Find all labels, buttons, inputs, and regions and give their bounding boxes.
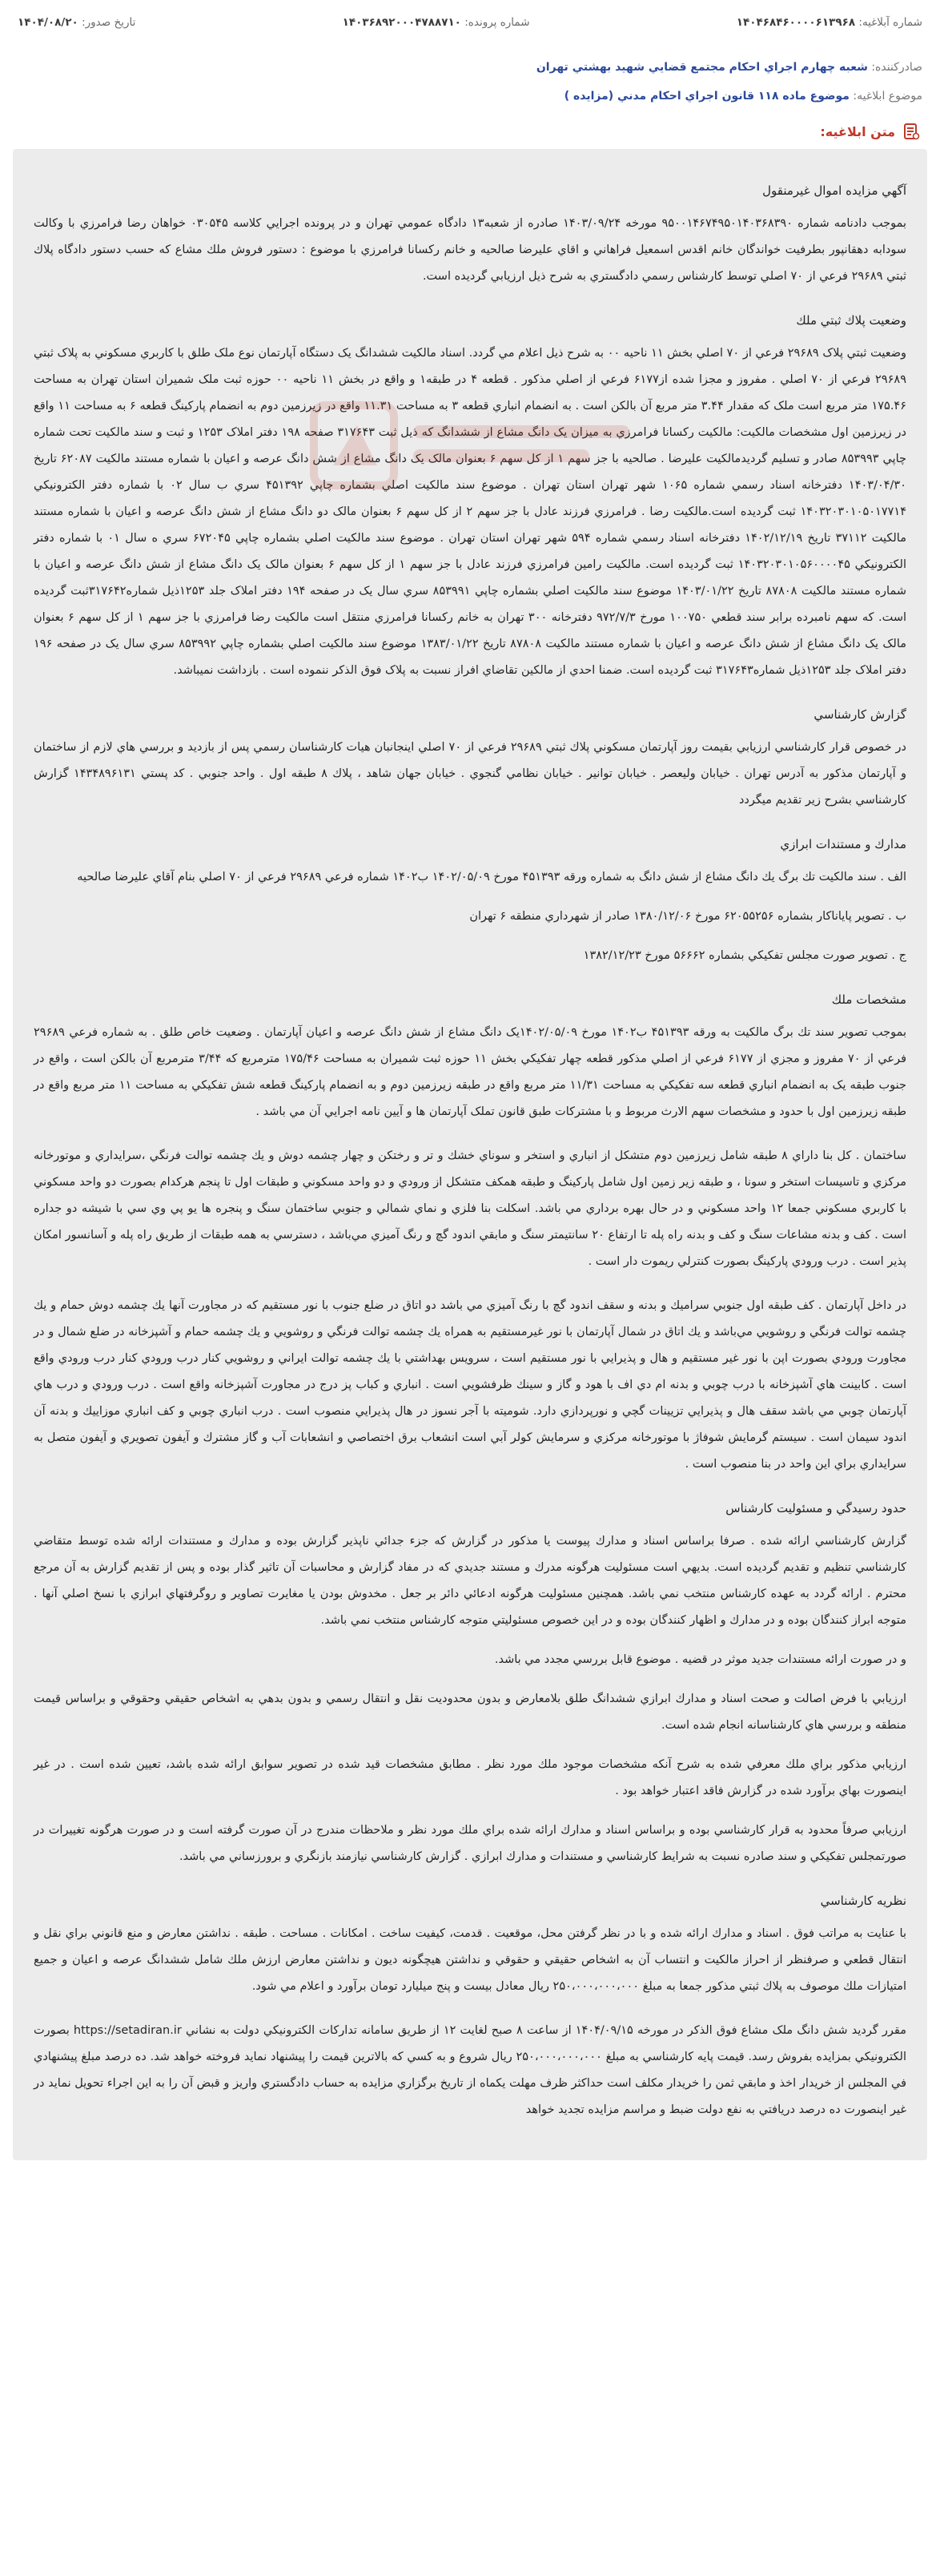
issuer-row: صادرکننده: شعبه چهارم اجراي احکام مجتمع قضايي شهيد بهشتي تهران: [536, 61, 922, 74]
subject-row: موضوع ابلاغیه: موضوع ماده ۱۱۸ قانون اجراي احكام مدني (مزايده ): [564, 90, 922, 103]
notice-details: [0, 45, 940, 115]
auction-paragraph: مقرر گرديد شش دانگ ملک مشاع فوق الذکر در مورخه ۱۴۰۴/۰۹/۱۵ از ساعت ۸ صبح لغايت ۱۲ از طريق سامانه تداركات الكترونيكي دولت به نشاني https://setadiran.ir بصورت الکترونيکي بمزايده بفروش رسد. قيمت پايه كارشناسي به مبلغ ۲۵۰،۰۰۰،۰۰۰،۰۰۰ ريال شروع و به كسي كه بالاترين قيمت را پيشنهاد نمايد فروخته خواهد شد. ده درصد مبلغ پيشنهادي في المجلس از خريدار اخذ و مابقي ثمن را خريدار مكلف است حداكثر ظرف مهلت يكماه از تاريخ برگزاري مزايده به حساب دادگستري واريز و قبض آن را به اين اجراء تحويل نمايد در غير اينصورت ده درصد دريافتي به نفع دولت ضبط و مراسم مزايده تجديد خواهد: [34, 2024, 906, 2116]
responsibility-paragraph-4: ارزيابي مذكور براي ملك معرفي شده به شرح آنكه مشخصات موجود ملك مورد نظر . مطابق مشخصات قيد شده در تصوير سوابق ارائه شده باشد، تعيين شده است . در غير اينصورت بهاي برآورد شده در گزارش فاقد اعتبار خواهد بود .: [34, 1758, 906, 1797]
responsibility-paragraph-5: ارزيابي صرفاً محدود به قرار كارشناسي بوده و براساس اسناد و مدارك ارائه شده براي ملك مورد نظر و ملاحظات مندرج در آن صورت گرفته است و در صورت هرگونه تغييرات در صورتمجلس تفكيكي و سند صادره نسبت به شرايط كارشناسي و مستندات و مدارك ابرازي . گزارش كارشناسي نيازمند بازنگري و برورزساني مي باشد.: [34, 1824, 906, 1863]
intro-paragraph: بموجب دادنامه شماره ۹۵۰۰۱۴۶۷۴۹۵۰۱۴۰۳۶۸۳۹۰ مورخه ۱۴۰۳/۰۹/۲۴ صادره از شعبه۱۳ دادگاه عمومي تهران و در پرونده اجرايي كلاسه ۰۳۰۵۴۵ خواهان رضا فرامرزي با وكالت سودابه دهقانپور بطرفيت خواندگان خانم اقدس اسمعيل فراهاني و اقاي عليرضا صالحيه و خانم رکسانا فرامرزي با موضوع : دستور فروش ملك مشاع كه حسب دستور دادگاه پلاك ثبتي ۲۹۶۸۹ فرعي از ۷۰ اصلي توسط كارشناس رسمي دادگستري به شرح ذيل ارزيابي گرديده است.: [34, 217, 906, 283]
responsibility-paragraph-3: ارزيابي با فرض اصالت و صحت اسناد و مدارك ابرازي ششدانگ طلق بلامعارض و بدون محدوديت نقل و انتقال رسمي و بدون بدهي به اشخاص حقيقي وحقوقي و براساس قيمت منطقه و بررسي هاي كارشناسانه انجام شده است.: [34, 1693, 906, 1732]
specs-paragraph-3: در داخل آپارتمان . كف طبقه اول جنوبي سراميك و بدنه و سقف اندود گچ با رنگ آميزي مي باشد دو اتاق در ضلع جنوب با نور مستقيم كه در مجاورت آنها يك چشمه دوش حمام و يك چشمه توالت فرنگي و روشويي مي‌باشد و يك اتاق در شمال آپارتمان با نور غيرمستقيم به همراه يك چشمه توالت فرنگي و روشويي و يك چشمه حمام و آشپزخانه در ضلع شمال و در مجاورت ورودي بصورت اپن با نور غير مستقيم و هال و پذيرايي با نور مستقيم است ، سرويس بهداشتي با يك چشمه توالت ايراني و روشويي كنار درب ورودي كنار درب ورودي واقع است . كابينت هاي آشپزخانه با درب چوبي و بدنه ام دي اف با هود و گاز و سينك ظرفشويي است . انباري و كباب پز درج در مجاورت آشپزخانه واقع است . درب ورودي و درب هاي آپارتمان چوبي مي باشد سقف هال و پذيرايي تزيينات گچي و نورپردازي دارد. شوميته با آجر نسوز در هال پذيرايي منصوب است . درب انباري چوبي و كف انباري موزاييك و بدنه آن اندود سيمان است . سيستم گرمايش شوفاژ با موتورخانه مركزي و سرمايش كولر آبي است انشعاب برق اختصاصي و انشعابات آب و گاز مشترك و آيفون تصويري و آيفون متصل به سرايداري براي اين واحد در بنا منصوب است .: [34, 1299, 906, 1471]
intro-heading: آگهي مزايده اموال غيرمنقول: [762, 183, 906, 198]
responsibility-paragraph-2: و در صورت ارائه مستندات جديد موثر در قضيه . موضوع قابل بررسي مجدد مي باشد.: [494, 1653, 906, 1666]
theory-heading: نظريه كارشناسي: [820, 1894, 906, 1908]
docs-item-a: الف . سند مالكيت تك برگ يك دانگ مشاع از شش دانگ به شماره ورقه ۴۵۱۳۹۳ مورخ ۱۴۰۲/۰۵/۰۹ ب۱۴۰۲ شماره فرعي ۲۹۶۸۹ فرعي از ۷۰ اصلي بنام آقاي عليرضا صالحيه: [77, 871, 906, 883]
specs-heading: مشخصات ملك: [831, 992, 906, 1007]
docs-item-b: ب . تصوير پاياناكار بشماره ۶۲۰۵۵۲۵۶ مورخ ۱۳۸۰/۱۲/۰۶ صادر از شهرداري منطقه ۶ تهران: [469, 910, 906, 923]
report-paragraph: در خصوص قرار كارشناسي ارزيابي بقيمت روز آپارتمان مسكوني پلاك ثبتي ۲۹۶۸۹ فرعي از ۷۰ اصلي اينجانبان هيات كارشناسان رسمي پس از بازديد و بررسي هاي لازم از ساختمان و آپارتمان مذكور به آدرس تهران . خيابان وليعصر . خيابان توانير . خيابان نظامي گنجوي . خيابان جهان شاهد ، پلاك ۸ طبقه اول . واحد جنوبي . كد پستي ۱۴۳۴۸۹۶۱۳۱ گزارش كارشناسي بشرح زير تقديم ميگردد: [34, 741, 907, 807]
responsibility-heading: حدود رسيدگي و مسئوليت كارشناس: [725, 1501, 906, 1515]
theory-paragraph: با عنايت به مراتب فوق . اسناد و مدارك ارائه شده و با در نظر گرفتن محل، موقعيت . قدمت، كيفيت ساخت . امكانات . مساحت . طبقه . نداشتن معارض و منع قانوني براي نقل و انتقال قطعي و صرفنظر از احراز مالكيت و انتساب آن به اشخاص حقيقي و حقوقي و نداشتن هيچگونه ديون و نداشتن معارض ارزش ملك شامل ششدانگ عرصه و اعيان و جميع امتيازات ملك موصوف به پلاك ثبتي مذكور جمعا به مبلغ ۲۵۰،۰۰۰،۰۰۰،۰۰۰ ريال معادل بيست و پنج ميليارد تومان برآورد و اعلام مي شود.: [34, 1927, 906, 1993]
notice-number: شماره آبلاغيه: ۱۴۰۴۶۸۴۶۰۰۰۰۶۱۳۹۶۸: [736, 16, 922, 29]
docs-heading: مدارك و مستندات ابرازي: [780, 837, 906, 851]
issue-date: تاریخ صدور: ۱۴۰۴/۰۸/۲۰: [18, 16, 136, 29]
status-paragraph: وضعيت ثبتي پلاک ۲۹۶۸۹ فرعي از ۷۰ اصلي بخش ۱۱ ناحيه ۰۰ به شرح ذيل اعلام مي گردد. اسناد مالكيت ششدانگ يک دستگاه آپارتمان نوع ملک طلق با كاربري مسكوني به پلاک ثبتي ۲۹۶۸۹ فرعي از ۷۰ اصلي . مفروز و مجزا شده از۶۱۷۷ فرعي از اصلي مذكور . قطعه ۴ در طبقه۱ و واقع در بخش ۱۱ ناحيه ۰۰ حوزه ثبت ملک شميران استان تهران به مساحت ۱۷۵.۴۶ متر مربع است ملک که مقدار ۳.۴۴ متر مربع آن بالكن است . به انضمام انباري قطعه ۳ به مساحت ۱۱.۳۱ واقع در زيرزمين دوم به انضمام پارکينگ قطعه ۶ به مساحت ۱۱ واقع در زيرزمين اول مشخصات مالكيت: مالکيت رکسانا فرامرزي به ميزان يک دانگ مشاع از ششدانگ که ذيل ثبت ۳۱۷۶۴۳ صفحه ۱۹۸ دفتر املاک ۱۲۵۳ و ثبت و سند مالکيت تحت شماره چاپي ۸۵۳۹۹۳ صادر و تسليم گرديدمالکيت عليرضا . صالحيه با جز سهم ۱ از کل سهم ۶ بعنوان مالک يک دانگ مشاع از شش دانگ عرصه و اعيان با شماره مستند مالکيت ۶۲۰۸۷ تاريخ ۱۴۰۳/۰۴/۳۰ دفترخانه اسناد رسمي شماره ۱۰۶۵ شهر تهران استان تهران . موضوع سند مالکيت اصلي بشماره چاپي ۴۵۱۳۹۲ سري ب سال ۰۲ با شماره دفتر الکترونيکي ۱۴۰۳۲۰۳۰۱۰۵۰۱۷۷۱۴ ثبت گرديده است.مالکيت رضا . فرامرزي فرزند عادل با جز سهم ۲ از کل سهم ۶ بعنوان مالک دو دانگ مشاع از شش دانگ عرصه و اعيان با شماره مستند مالکيت ۳۷۱۱۲ تاريخ ۱۴۰۲/۱۲/۱۹ دفترخانه اسناد رسمي شماره ۵۹۴ شهر تهران استان تهران . موضوع سند مالکيت اصلي بشماره چاپي ۶۷۲۰۴۵ سري ه سال ۰۱ با شماره دفتر الکترونيکي ۱۴۰۳۲۰۳۰۱۰۵۶۰۰۰۰۴۵ ثبت گرديده است. مالکيت رامين فرامرزي فرزند عادل با جز سهم ۱ از کل سهم ۶ بعنوان مالک يک دانگ مشاع از شش دانگ عرصه و اعيان با شماره مستند مالکيت ۸۷۸۰۸ تاريخ ۱۴۰۳/۰۱/۲۲ موضوع سند مالکيت اصلي بشماره چاپي ۸۵۳۹۹۱ سري سال يک در صفحه ۱۹۴ دفتر املاک جلد ۱۲۵۳ذيل شماره۳۱۷۶۴۲ثبت گرديده است. که سهم نامبرده برابر سند قطعي ۱۰۰۷۵۰ مورخ ۹۷۲/۷/۳ دفترخانه ۳۰۰ تهران به خانم رکسانا فرامرزي منتقل است مالکيت رضا فرامرزي با جز سهم ۱ از کل سهم ۶ بعنوان مالک يک دانگ مشاع از شش دانگ عرصه و اعيان با شماره مستند مالکيت ۸۷۸۰۸ تاريخ ۱۳۸۳/۰۱/۲۲ موضوع سند مالکيت اصلي بشماره چاپي ۸۵۳۹۹۲ سري سال يک در صفحه ۱۹۶ دفتر املاک جلد ۱۲۵۳ذيل شماره۳۱۷۶۴۳ ثبت گرديده است. ضمنا احدي از مالكين تقاضاي افراز نسبت به پلاک فوق الذکر ننموده است . بازداشت نميباشد.: [34, 347, 907, 677]
status-heading: وضعيت پلاك ثبتي ملك: [796, 313, 906, 328]
notice-meta-bar: [0, 0, 940, 45]
responsibility-paragraph-1: گزارش كارشناسي ارائه شده . صرفا براساس اسناد و مدارك پيوست يا مذكور در گزارش كه جزء جدائي ناپذير گزارش بوده و مدارك و مستندات ارائه شده توسط متقاضي كارشناسي تنظيم و تقديم گرديده است. بديهي است مسئوليت هرگونه مدرك و مستند جديدي كه در مفاد گزارش و محاسبات آن تاثير گذار بوده و پس از تقديم گزارش به آن مرجع محترم . ارائه گردد به عهده كارشناس منتخب نمي باشد. همچنين مسئوليت هرگونه ادعائي دائر بر جعل . مخدوش بودن يا مغايرت تصاوير و روگرفتهاي ابرازي با نسخ اصلي آنها . متوجه ابراز كنندگان بوده و در مدارك و اظهار كنندگان بوده و در اين خصوص مسئوليتي متوجه كارشناس منتخب نمي باشد.: [34, 1535, 906, 1627]
document-icon: [902, 122, 921, 141]
report-heading: گزارش كارشناسي: [813, 707, 906, 722]
specs-paragraph-1: بموجب تصوير سند تك برگ مالکيت به ورقه ۴۵۱۳۹۳ ب۱۴۰۲ مورخ ۱۴۰۲/۰۵/۰۹يک دانگ مشاع از شش دانگ عرصه و اعيان آپارتمان . وضعيت خاص طلق . به شماره فرعي ۲۹۶۸۹ فرعي از ۷۰ مفروز و مجزي از ۶۱۷۷ فرعي از اصلي مذکور قطعه چهار تفکيکي بخش ۱۱ حوزه ثبت شميران به مساحت ۱۷۵/۴۶ مترمربع که ۳/۴۴ مترمربع آن بالکن است ، واقع در جنوب طبقه يک به انضمام انباري قطعه سه تفکيکي به مساحت ۱۱/۳۱ متر مربع واقع در طبقه زيرزمين دوم و به انضمام پارکينگ قطعه شش تفکيکي به مساحت ۱۱ متر مربع واقع در طبقه زيرزمين اول با حدود و مشخصات سهم الارث مربوط و با مشترکات طبق قانون تملک آپارتمان ها و آيين نامه اجرايي آن مي باشد .: [34, 1026, 907, 1118]
specs-paragraph-2: ساختمان . كل بنا داراي ۸ طبقه شامل زيرزمين دوم متشكل از انباري و استخر و سوناي خشك و تر و رختكن و چهار چشمه دوش و يك چشمه توالت فرنگي ،سرايداري و موتورخانه مركزي و تاسيسات استخر و سونا ، و طبقه زير زمين اول شامل پاركينگ و طبقه همكف متشكل از ورودي و دو واحد مسكوني و طبقات اول تا پنجم هركدام بصورت دو واحد مسكوني با کاربري مسکوني جمعا ۱۲ واحد مسكوني و در حال بهره برداري مي باشد. اسكلت بنا فلزي و نماي شمالي و جنوبي ساختمان سنگ و پنجره ها يو پي وي سي با شيشه دو جداره است . كف و بدنه مشاعات سنگ و كف و بدنه راه پله تا ارتفاع ۲۰ سانتيمتر سنگ و مابقي اندود گچ و رنگ آميزي مي‌باشد ، دسترسي به همه طبقات از طريق راه پله و آسانسور امکان پذير است . درب ورودي پاركينگ بصورت کنترلي ريموت دار است .: [34, 1149, 906, 1268]
notice-text-section-title: متن ابلاغیه:: [0, 115, 940, 149]
file-number: شماره پرونده: ۱۴۰۳۶۸۹۲۰۰۰۴۷۸۸۷۱۰: [342, 16, 530, 29]
docs-item-c: ج . تصوير صورت مجلس تفكيكي بشماره ۵۶۶۶۲ مورخ ۱۳۸۲/۱۲/۲۳: [583, 949, 906, 962]
notice-body: [13, 149, 927, 2160]
